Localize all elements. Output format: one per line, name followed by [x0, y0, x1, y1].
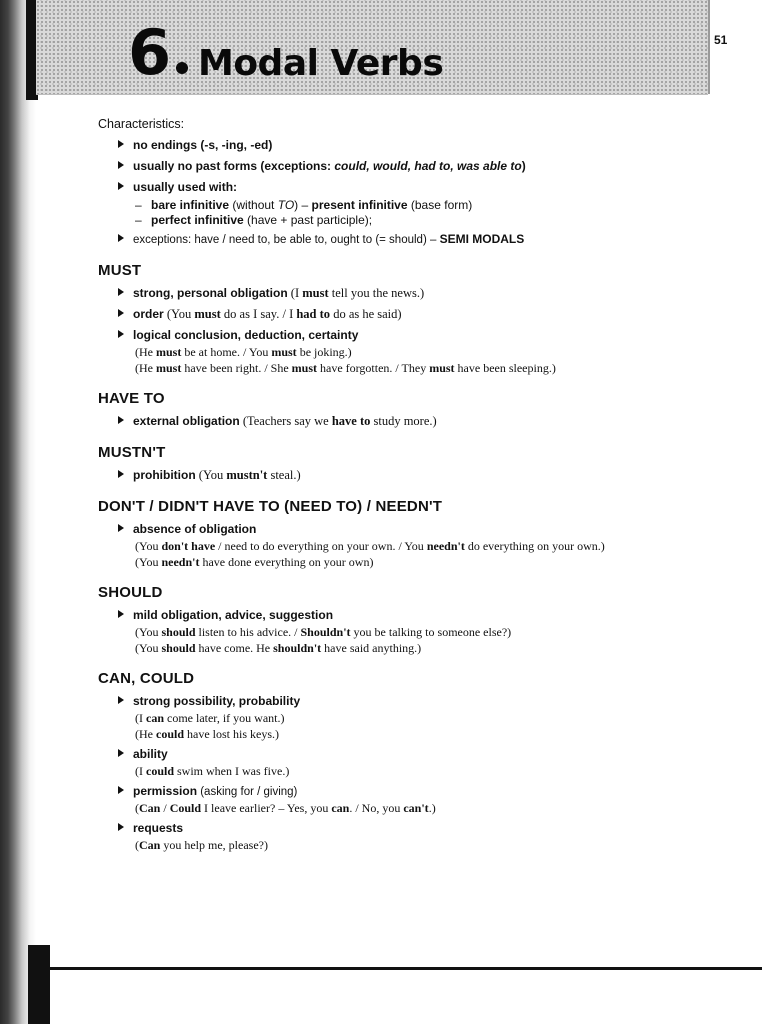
page-number: 51: [714, 33, 728, 47]
section-heading-have-to: HAVE TO: [98, 390, 165, 407]
item-term: requests: [133, 821, 184, 835]
list-item: [118, 412, 718, 430]
page-content: [98, 117, 718, 856]
list-item: [118, 230, 718, 248]
sub-italic: TO: [277, 198, 295, 212]
bullet-triangle-icon: [118, 823, 124, 831]
list-item: [118, 606, 718, 656]
example-line: (He could have lost his keys.): [135, 727, 280, 741]
characteristics-heading: Characteristics:: [98, 117, 185, 131]
example-text: (Teachers say we: [239, 414, 332, 428]
list-item: [118, 819, 718, 853]
bullet-triangle-icon: [118, 470, 124, 478]
bullet-triangle-icon: [118, 786, 124, 794]
item-term: strong possibility, probability: [133, 694, 301, 708]
have-to-list: [98, 412, 718, 430]
sub-text: (have + past participle);: [243, 213, 373, 227]
sub-text: ) –: [294, 198, 312, 212]
item-italic: could, would, had to, was able to: [334, 159, 522, 173]
example-keyword: have to: [331, 414, 371, 428]
example-keyword: must: [194, 307, 221, 321]
bullet-triangle-icon: [118, 696, 124, 704]
item-term: logical conclusion, deduction, certainty: [133, 328, 359, 342]
example-text: do as he said): [330, 307, 402, 321]
item-text: usually used with:: [133, 180, 238, 194]
bullet-triangle-icon: [118, 182, 124, 190]
section-heading-should: SHOULD: [98, 584, 163, 601]
example-line: (I can come later, if you want.): [135, 711, 285, 725]
sub-text: (without: [229, 198, 278, 212]
item-text: usually no past forms (exceptions:: [133, 159, 335, 173]
mustnt-list: [98, 466, 718, 484]
example-line: (You needn't have done everything on your own): [135, 555, 374, 569]
chapter-number: 6: [128, 16, 170, 89]
list-item: [118, 466, 718, 484]
should-list: [98, 606, 718, 656]
example-text: (You: [195, 468, 227, 482]
example-line: (I could swim when I was five.): [135, 764, 290, 778]
list-item: [118, 284, 718, 302]
example-text: do as I say. / I: [220, 307, 297, 321]
can-could-list: [98, 692, 718, 853]
example-text: tell you the news.): [328, 286, 425, 300]
list-item: [118, 305, 718, 323]
example-keyword: must: [302, 286, 329, 300]
list-item: [118, 326, 718, 376]
bullet-triangle-icon: [118, 524, 124, 532]
item-term: prohibition: [133, 468, 196, 482]
example-keyword: mustn't: [226, 468, 268, 482]
bullet-triangle-icon: [118, 161, 124, 169]
sub-list: [133, 198, 718, 227]
item-term: ability: [133, 747, 168, 761]
section-heading-must: MUST: [98, 262, 142, 279]
list-item: [118, 520, 718, 570]
item-text: ): [521, 159, 526, 173]
sub-term: present infinitive: [311, 198, 408, 212]
list-item: [118, 745, 718, 779]
section-heading-can-could: CAN, COULD: [98, 670, 195, 687]
item-term: external obligation: [133, 414, 240, 428]
example-line: (He must have been right. / She must have forgotten. / They must have been sleeping.): [135, 361, 556, 375]
sub-term: perfect infinitive: [151, 213, 244, 227]
item-bold: SEMI MODALS: [439, 232, 525, 246]
example-text: (You: [163, 307, 195, 321]
scan-shadow-left: [0, 0, 36, 1024]
characteristics-list: [98, 136, 718, 248]
bullet-triangle-icon: [118, 288, 124, 296]
section-heading-dont-have-to: DON'T / DIDN'T HAVE TO (NEED TO) / NEEDN'T: [98, 498, 443, 515]
bullet-triangle-icon: [118, 330, 124, 338]
example-text: study more.): [370, 414, 437, 428]
sub-item: – bare infinitive (without TO) – present infinitive (base form): [135, 198, 473, 212]
example-line: (Can / Could I leave earlier? – Yes, you can. / No, you can't.): [135, 801, 436, 815]
example-line: (He must be at home. / You must be joking.): [135, 345, 352, 359]
bullet-triangle-icon: [118, 140, 124, 148]
item-term: order: [133, 307, 164, 321]
chapter-dot: [176, 62, 188, 74]
bullet-triangle-icon: [118, 309, 124, 317]
item-note: (asking for / giving): [197, 786, 298, 798]
example-text: steal.): [267, 468, 301, 482]
item-term: mild obligation, advice, suggestion: [133, 608, 334, 622]
example-line: (You should listen to his advice. / Shouldn't you be talking to someone else?): [135, 625, 512, 639]
example-line: (You don't have / need to do everything on your own. / You needn't do everything on your own.): [135, 539, 605, 553]
list-item: [118, 157, 718, 175]
sub-item: – perfect infinitive (have + past participle);: [135, 213, 373, 227]
item-text: no endings (-s, -ing, -ed): [133, 138, 273, 152]
item-text: exceptions: have / need to, be able to, ought to (= should) –: [133, 234, 440, 246]
chapter-title: Modal Verbs: [198, 43, 444, 84]
item-term: permission: [133, 784, 198, 798]
dont-have-to-list: [98, 520, 718, 570]
scan-shadow-bottom: [28, 945, 50, 1024]
bullet-triangle-icon: [118, 749, 124, 757]
sub-term: bare infinitive: [151, 198, 230, 212]
must-list: [98, 284, 718, 376]
item-term: absence of obligation: [133, 522, 257, 536]
header-divider: [708, 0, 710, 94]
section-heading-mustnt: MUSTN'T: [98, 444, 166, 461]
item-term: strong, personal obligation: [133, 286, 288, 300]
list-item: [118, 178, 718, 227]
bullet-triangle-icon: [118, 610, 124, 618]
list-item: [118, 692, 718, 742]
example-line: (Can you help me, please?): [135, 838, 268, 852]
bottom-rule: [36, 967, 762, 970]
sub-text: (base form): [407, 198, 473, 212]
list-item: [118, 136, 718, 154]
example-text: (I: [287, 286, 303, 300]
bullet-triangle-icon: [118, 416, 124, 424]
bullet-triangle-icon: [118, 234, 124, 242]
list-item: [118, 782, 718, 816]
example-line: (You should have come. He shouldn't have said anything.): [135, 641, 422, 655]
example-keyword: had to: [296, 307, 331, 321]
